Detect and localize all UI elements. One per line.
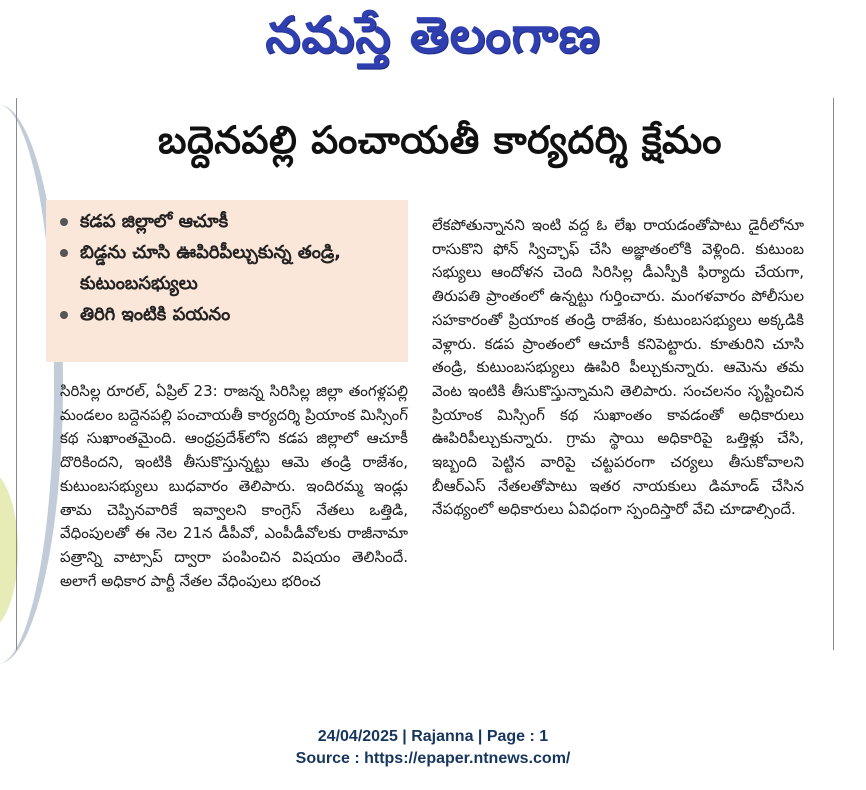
bullet-icon: [60, 218, 68, 226]
clip-border-left: [16, 98, 17, 650]
bullet-icon: [60, 311, 68, 319]
highlight-item: [46, 206, 408, 237]
highlights-list: [46, 200, 408, 330]
highlight-item: [46, 299, 408, 330]
article-paragraph: సిరిసిల్ల రూరల్, ఏప్రిల్ 23: రాజన్న సిరిసిల్ల జిల్లా తంగళ్లపల్లి మండలం బద్దెనపల్లి పంచాయతీ కార్యదర్శి ప్రియాంక మిస్సింగ్ కథ సుఖాంతమైంది. ఆంధ్రప్రదేశ్‌లోని కడప జిల్లాలో ఆచూకీ దొరికిందని, ఇంటికి తీసుకొస్తున్నట్టు ఆమె తండ్రి రాజేశం, కుటుంబసభ్యులు బుధవారం తెలిపారు. ఇందిరమ్మ ఇండ్లు తామ చెప్పినవారికే ఇవ్వాలని కాంగ్రెస్ నేతలు ఒత్తిడి, వేధింపులతో ఈ నెల 21న డీపీవో, ఎంపీడీవోలకు రాజీనామా పత్రాన్ని వాట్సాప్ ద్వారా పంపించిన విషయం తెలిసిందే. అలాగే అధికార పార్టీ నేతల వేధింపులు భరించ: [60, 382, 408, 590]
highlight-text: తిరిగి ఇంటికి పయనం: [80, 304, 231, 325]
footer-edition-info: 24/04/2025 | Rajanna | Page : 1: [317, 728, 549, 745]
newspaper-masthead: నమస్తే తెలంగాణ: [265, 6, 601, 64]
highlights-box: [46, 200, 408, 362]
article-headline: బద్దెనపల్లి పంచాయతీ కార్యదర్శి క్షేమం: [157, 118, 723, 162]
article-column-left: [60, 380, 408, 593]
highlight-item: [46, 237, 408, 299]
highlight-text: కడప జిల్లాలో ఆచూకీ: [80, 211, 229, 232]
bullet-icon: [60, 249, 68, 257]
footer-source-link[interactable]: Source : https://epaper.ntnews.com/: [295, 750, 571, 767]
highlight-text: బిడ్డను చూసి ఊపిరిపీల్చుకున్న తండ్రి, కుటుంబసభ్యులు: [80, 242, 342, 294]
clip-border-right: [833, 98, 834, 650]
article-column-right: [432, 214, 804, 522]
article-paragraph: లేకపోతున్నానని ఇంటి వద్ద ఓ లేఖ రాయడంతోపాటు డైరీలోనూ రాసుకొని ఫోన్ స్విచ్ఛాఫ్ చేసి అజ్ఞాతంలోకి వెళ్లింది. కుటుంబ సభ్యులు ఆందోళన చెంది సిరిసిల్ల డీఎస్పీకి ఫిర్యాదు చేయగా, తిరుపతి ప్రాంతంలో ఉన్నట్టు గుర్తించారు. మంగళవారం పోలీసుల సహకారంతో ప్రియాంక తండ్రి రాజేశం, కుటుంబసభ్యులు అక్కడికి వెళ్లారు. కడప ప్రాంతంలో ఆచూకీ కనిపెట్టారు. కూతురిని చూసి తండ్రి, కుటుంబసభ్యులు ఊపిరి పీల్చుకున్నారు. ఆమెను తమ వెంట ఇంటికి తీసుకొస్తున్నామని తెలిపారు. సంచలనం సృష్టించిన ప్రియాంక మిస్సింగ్ కథ సుఖాంతం కావడంతో అధికారులు ఊపిరిపీల్చుకున్నారు. గ్రామ స్థాయి అధికారిపై ఒత్తిళ్లు చేసి, ఇబ్బంది పెట్టిన వారిపై చట్టపరంగా చర్యలు తీసుకోవాలని బీఆర్ఎస్ నేతలతోపాటు ఇతర నాయకులు డిమాండ్ చేసిన నేపథ్యంలో అధికారులు ఏవిధంగా స్పందిస్తారో వేచి చూడాల్సిందే.: [432, 216, 804, 519]
